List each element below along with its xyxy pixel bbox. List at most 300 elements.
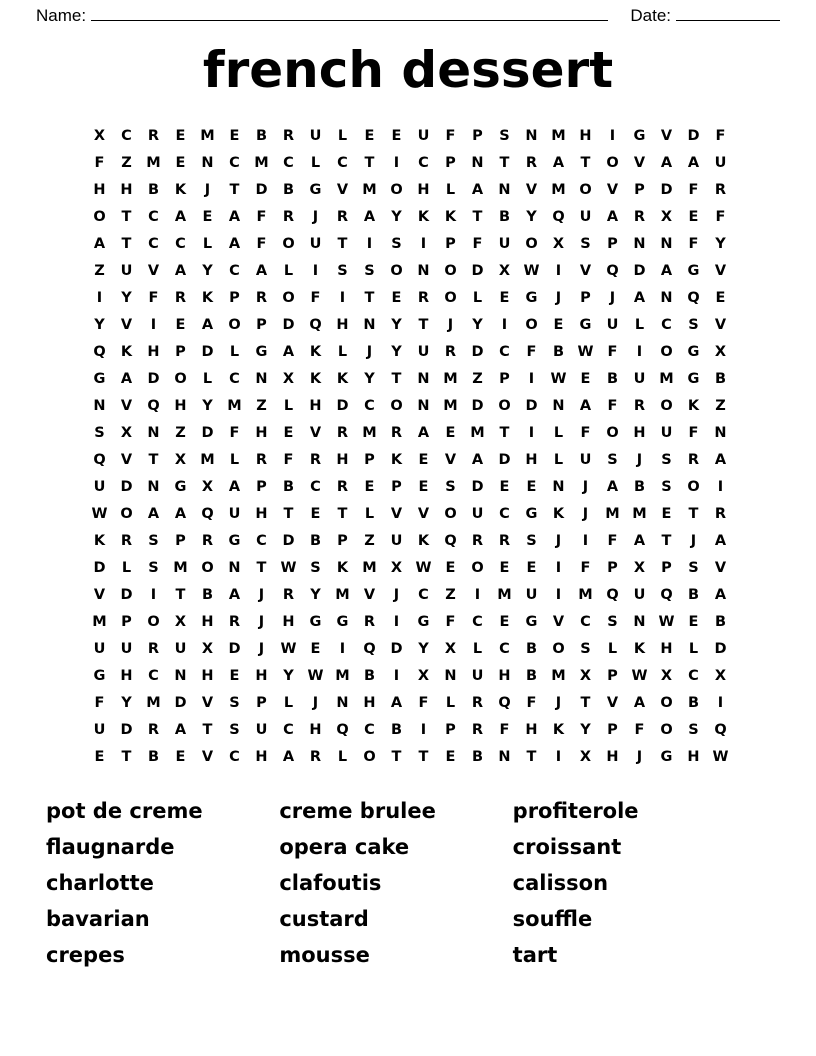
grid-cell[interactable]: H [174, 397, 187, 414]
grid-cell[interactable]: O [201, 559, 214, 576]
grid-cell[interactable]: W [658, 613, 675, 630]
grid-cell[interactable]: O [390, 181, 403, 198]
grid-cell[interactable]: A [255, 262, 268, 279]
grid-cell[interactable]: F [283, 451, 294, 468]
grid-cell[interactable]: X [201, 640, 214, 657]
grid-cell[interactable]: U [660, 424, 673, 441]
grid-cell[interactable]: E [310, 640, 321, 657]
grid-cell[interactable]: N [633, 235, 646, 252]
grid-cell[interactable]: I [420, 235, 427, 252]
grid-cell[interactable]: K [444, 208, 457, 225]
grid-cell[interactable]: B [687, 694, 700, 711]
grid-cell[interactable]: V [606, 181, 619, 198]
grid-cell[interactable]: M [335, 586, 350, 603]
grid-cell[interactable]: L [337, 343, 348, 360]
grid-cell[interactable]: E [499, 478, 510, 495]
grid-cell[interactable]: T [661, 532, 672, 549]
grid-cell[interactable]: V [633, 154, 646, 171]
word-list-item[interactable]: custard [279, 906, 369, 931]
grid-cell[interactable]: C [283, 721, 294, 738]
grid-cell[interactable]: F [445, 127, 456, 144]
grid-cell[interactable]: N [363, 316, 376, 333]
grid-cell[interactable]: T [526, 748, 537, 765]
grid-cell[interactable]: M [227, 397, 242, 414]
grid-cell[interactable]: H [309, 721, 322, 738]
grid-cell[interactable]: E [445, 748, 456, 765]
grid-cell[interactable]: O [390, 397, 403, 414]
grid-cell[interactable]: U [579, 451, 592, 468]
grid-cell[interactable]: Z [364, 532, 375, 549]
grid-cell[interactable]: R [417, 289, 430, 306]
grid-cell[interactable]: X [552, 235, 565, 252]
grid-cell[interactable]: I [636, 343, 643, 360]
grid-cell[interactable]: C [148, 208, 159, 225]
grid-cell[interactable]: G [228, 532, 241, 549]
grid-cell[interactable]: R [282, 586, 295, 603]
grid-cell[interactable]: J [447, 316, 454, 333]
grid-cell[interactable]: M [443, 370, 458, 387]
grid-cell[interactable]: E [310, 505, 321, 522]
grid-cell[interactable]: T [418, 748, 429, 765]
grid-cell[interactable]: N [336, 694, 349, 711]
grid-cell[interactable]: E [94, 748, 105, 765]
grid-cell[interactable]: O [660, 343, 673, 360]
grid-cell[interactable]: Y [472, 316, 483, 333]
word-list-item[interactable]: bavarian [46, 906, 150, 931]
grid-cell[interactable]: B [498, 208, 511, 225]
grid-cell[interactable]: A [579, 397, 592, 414]
grid-cell[interactable]: S [499, 127, 510, 144]
grid-cell[interactable]: I [339, 640, 346, 657]
grid-cell[interactable]: X [282, 370, 295, 387]
grid-cell[interactable]: X [633, 559, 646, 576]
grid-cell[interactable]: M [254, 154, 269, 171]
grid-cell[interactable]: L [472, 640, 483, 657]
grid-cell[interactable]: A [633, 289, 646, 306]
grid-cell[interactable]: G [633, 127, 646, 144]
grid-cell[interactable]: F [688, 181, 699, 198]
grid-cell[interactable]: D [282, 316, 295, 333]
grid-cell[interactable]: L [229, 451, 240, 468]
grid-cell[interactable]: R [471, 532, 484, 549]
grid-cell[interactable]: I [339, 289, 346, 306]
grid-cell[interactable]: X [417, 667, 430, 684]
grid-cell[interactable]: F [310, 289, 321, 306]
grid-cell[interactable]: B [255, 127, 268, 144]
grid-cell[interactable]: U [714, 154, 727, 171]
grid-cell[interactable]: R [471, 694, 484, 711]
grid-cell[interactable]: M [92, 613, 107, 630]
grid-cell[interactable]: B [525, 640, 538, 657]
grid-cell[interactable]: A [552, 154, 565, 171]
grid-cell[interactable]: C [229, 154, 240, 171]
grid-cell[interactable]: R [309, 451, 322, 468]
grid-cell[interactable]: M [470, 424, 485, 441]
grid-cell[interactable]: A [174, 721, 187, 738]
grid-cell[interactable]: U [174, 640, 187, 657]
grid-cell[interactable]: Q [498, 694, 511, 711]
grid-cell[interactable]: N [498, 748, 511, 765]
grid-cell[interactable]: K [552, 505, 565, 522]
grid-cell[interactable]: X [120, 424, 133, 441]
grid-cell[interactable]: L [553, 451, 564, 468]
grid-cell[interactable]: S [580, 640, 591, 657]
grid-cell[interactable]: G [579, 316, 592, 333]
grid-cell[interactable]: U [390, 532, 403, 549]
grid-cell[interactable]: C [661, 316, 672, 333]
grid-cell[interactable]: E [175, 127, 186, 144]
grid-cell[interactable]: O [660, 694, 673, 711]
grid-cell[interactable]: V [201, 748, 214, 765]
grid-cell[interactable]: P [472, 127, 483, 144]
grid-cell[interactable]: P [607, 721, 618, 738]
grid-cell[interactable]: B [687, 586, 700, 603]
grid-cell[interactable]: N [417, 370, 430, 387]
grid-cell[interactable]: P [499, 370, 510, 387]
grid-cell[interactable]: M [146, 154, 161, 171]
grid-cell[interactable]: Q [309, 316, 322, 333]
grid-cell[interactable]: G [174, 478, 187, 495]
grid-cell[interactable]: Y [310, 586, 321, 603]
grid-cell[interactable]: N [633, 613, 646, 630]
grid-cell[interactable]: H [201, 667, 214, 684]
grid-cell[interactable]: N [471, 154, 484, 171]
grid-cell[interactable]: B [390, 721, 403, 738]
grid-cell[interactable]: A [714, 451, 727, 468]
grid-cell[interactable]: I [555, 262, 562, 279]
grid-cell[interactable]: E [229, 667, 240, 684]
grid-cell[interactable]: O [93, 208, 106, 225]
grid-cell[interactable]: L [121, 559, 132, 576]
grid-cell[interactable]: P [256, 694, 267, 711]
grid-cell[interactable]: S [688, 559, 699, 576]
grid-cell[interactable]: S [607, 451, 618, 468]
grid-cell[interactable]: L [634, 316, 645, 333]
grid-cell[interactable]: O [363, 748, 376, 765]
grid-cell[interactable]: H [120, 181, 133, 198]
grid-cell[interactable]: N [147, 424, 160, 441]
grid-cell[interactable]: Q [147, 397, 160, 414]
grid-cell[interactable]: P [256, 316, 267, 333]
grid-cell[interactable]: F [94, 694, 105, 711]
grid-cell[interactable]: T [499, 154, 510, 171]
grid-cell[interactable]: D [336, 397, 349, 414]
grid-cell[interactable]: P [121, 613, 132, 630]
word-list-item[interactable]: clafoutis [279, 870, 382, 895]
grid-cell[interactable]: A [228, 586, 241, 603]
grid-cell[interactable]: Y [121, 694, 132, 711]
grid-cell[interactable]: V [120, 451, 133, 468]
grid-cell[interactable]: Z [175, 424, 186, 441]
grid-cell[interactable]: E [688, 208, 699, 225]
grid-cell[interactable]: G [525, 289, 538, 306]
grid-cell[interactable]: E [499, 289, 510, 306]
grid-cell[interactable]: V [525, 181, 538, 198]
grid-cell[interactable]: A [282, 748, 295, 765]
grid-cell[interactable]: O [552, 640, 565, 657]
grid-cell[interactable]: J [636, 748, 643, 765]
grid-cell[interactable]: K [417, 208, 430, 225]
grid-cell[interactable]: P [337, 532, 348, 549]
grid-cell[interactable]: X [174, 613, 187, 630]
grid-cell[interactable]: D [228, 640, 241, 657]
grid-cell[interactable]: E [553, 316, 564, 333]
grid-cell[interactable]: E [445, 424, 456, 441]
grid-cell[interactable]: H [255, 424, 268, 441]
grid-cell[interactable]: J [393, 586, 400, 603]
grid-cell[interactable]: A [228, 208, 241, 225]
grid-cell[interactable]: N [417, 262, 430, 279]
grid-cell[interactable]: D [282, 532, 295, 549]
grid-cell[interactable]: I [717, 694, 724, 711]
grid-cell[interactable]: G [336, 613, 349, 630]
grid-cell[interactable]: M [200, 127, 215, 144]
grid-cell[interactable]: X [660, 208, 673, 225]
grid-cell[interactable]: O [579, 181, 592, 198]
grid-cell[interactable]: E [580, 370, 591, 387]
grid-cell[interactable]: P [175, 343, 186, 360]
grid-cell[interactable]: V [147, 262, 160, 279]
grid-cell[interactable]: Y [121, 289, 132, 306]
grid-cell[interactable]: B [525, 667, 538, 684]
grid-cell[interactable]: P [175, 532, 186, 549]
grid-cell[interactable]: U [633, 586, 646, 603]
grid-cell[interactable]: C [229, 262, 240, 279]
grid-cell[interactable]: E [445, 559, 456, 576]
grid-cell[interactable]: I [555, 748, 562, 765]
word-list-item[interactable]: flaugnarde [46, 834, 175, 859]
grid-cell[interactable]: F [526, 694, 537, 711]
grid-cell[interactable]: I [555, 586, 562, 603]
grid-cell[interactable]: C [148, 667, 159, 684]
grid-cell[interactable]: S [148, 532, 159, 549]
grid-cell[interactable]: Q [444, 532, 457, 549]
grid-cell[interactable]: I [96, 289, 103, 306]
grid-cell[interactable]: N [201, 154, 214, 171]
grid-cell[interactable]: D [120, 721, 133, 738]
grid-cell[interactable]: B [282, 181, 295, 198]
grid-cell[interactable]: Y [391, 343, 402, 360]
grid-cell[interactable]: O [498, 397, 511, 414]
word-list-item[interactable]: crepes [46, 942, 125, 967]
grid-cell[interactable]: U [633, 370, 646, 387]
grid-cell[interactable]: N [93, 397, 106, 414]
grid-cell[interactable]: U [228, 505, 241, 522]
name-write-line[interactable] [91, 7, 608, 21]
grid-cell[interactable]: F [526, 343, 537, 360]
grid-cell[interactable]: U [255, 721, 268, 738]
grid-cell[interactable]: F [418, 694, 429, 711]
grid-cell[interactable]: E [688, 613, 699, 630]
grid-cell[interactable]: T [121, 748, 132, 765]
grid-cell[interactable]: Y [94, 316, 105, 333]
grid-cell[interactable]: Y [391, 316, 402, 333]
grid-cell[interactable]: P [607, 667, 618, 684]
grid-cell[interactable]: I [555, 559, 562, 576]
grid-cell[interactable]: F [715, 127, 726, 144]
grid-cell[interactable]: A [714, 532, 727, 549]
grid-cell[interactable]: V [552, 613, 565, 630]
grid-cell[interactable]: G [687, 262, 700, 279]
grid-cell[interactable]: C [472, 613, 483, 630]
grid-cell[interactable]: X [201, 478, 214, 495]
grid-cell[interactable]: M [200, 451, 215, 468]
grid-cell[interactable]: E [283, 424, 294, 441]
grid-cell[interactable]: H [255, 667, 268, 684]
grid-cell[interactable]: L [310, 154, 321, 171]
grid-cell[interactable]: Q [606, 586, 619, 603]
grid-cell[interactable]: P [229, 289, 240, 306]
grid-cell[interactable]: D [471, 478, 484, 495]
grid-cell[interactable]: V [309, 424, 322, 441]
grid-cell[interactable]: C [337, 154, 348, 171]
word-list-item[interactable]: croissant [512, 834, 622, 859]
grid-cell[interactable]: Z [715, 397, 726, 414]
grid-cell[interactable]: L [337, 748, 348, 765]
grid-cell[interactable]: K [309, 370, 322, 387]
grid-cell[interactable]: V [390, 505, 403, 522]
grid-cell[interactable]: N [255, 370, 268, 387]
grid-cell[interactable]: E [202, 208, 213, 225]
grid-cell[interactable]: F [94, 154, 105, 171]
grid-cell[interactable]: A [633, 532, 646, 549]
grid-cell[interactable]: T [337, 235, 348, 252]
grid-cell[interactable]: I [420, 721, 427, 738]
grid-cell[interactable]: R [336, 424, 349, 441]
grid-cell[interactable]: J [636, 451, 643, 468]
grid-cell[interactable]: M [362, 559, 377, 576]
grid-cell[interactable]: V [444, 451, 457, 468]
grid-cell[interactable]: C [499, 343, 510, 360]
grid-cell[interactable]: W [307, 667, 324, 684]
grid-cell[interactable]: R [633, 208, 646, 225]
grid-cell[interactable]: O [606, 154, 619, 171]
grid-cell[interactable]: E [715, 289, 726, 306]
grid-cell[interactable]: Y [283, 667, 294, 684]
grid-cell[interactable]: T [283, 505, 294, 522]
grid-cell[interactable]: X [498, 262, 511, 279]
grid-cell[interactable]: H [336, 451, 349, 468]
grid-cell[interactable]: K [120, 343, 133, 360]
grid-cell[interactable]: V [201, 694, 214, 711]
grid-cell[interactable]: L [202, 235, 213, 252]
grid-cell[interactable]: O [120, 505, 133, 522]
grid-cell[interactable]: C [256, 532, 267, 549]
grid-cell[interactable]: G [660, 748, 673, 765]
grid-cell[interactable]: N [660, 235, 673, 252]
grid-cell[interactable]: J [366, 343, 373, 360]
grid-cell[interactable]: E [526, 478, 537, 495]
grid-cell[interactable]: H [255, 748, 268, 765]
grid-cell[interactable]: W [415, 559, 432, 576]
grid-cell[interactable]: R [336, 478, 349, 495]
grid-cell[interactable]: N [660, 289, 673, 306]
grid-cell[interactable]: V [714, 262, 727, 279]
grid-cell[interactable]: S [607, 613, 618, 630]
grid-cell[interactable]: C [310, 478, 321, 495]
grid-cell[interactable]: P [445, 721, 456, 738]
grid-cell[interactable]: O [606, 424, 619, 441]
grid-cell[interactable]: Q [660, 586, 673, 603]
grid-cell[interactable]: Z [445, 586, 456, 603]
grid-cell[interactable]: G [93, 370, 106, 387]
grid-cell[interactable]: E [391, 289, 402, 306]
word-list-item[interactable]: charlotte [46, 870, 154, 895]
grid-cell[interactable]: A [120, 370, 133, 387]
grid-cell[interactable]: I [393, 667, 400, 684]
grid-cell[interactable]: M [551, 181, 566, 198]
grid-cell[interactable]: A [471, 181, 484, 198]
grid-cell[interactable]: M [362, 181, 377, 198]
grid-cell[interactable]: V [714, 559, 727, 576]
grid-cell[interactable]: T [391, 370, 402, 387]
grid-cell[interactable]: D [201, 343, 214, 360]
grid-cell[interactable]: U [579, 208, 592, 225]
grid-cell[interactable]: B [606, 370, 619, 387]
grid-cell[interactable]: T [364, 289, 375, 306]
grid-cell[interactable]: I [474, 586, 481, 603]
grid-cell[interactable]: J [555, 289, 562, 306]
grid-cell[interactable]: R [147, 127, 160, 144]
grid-cell[interactable]: P [445, 154, 456, 171]
grid-cell[interactable]: O [444, 262, 457, 279]
grid-cell[interactable]: R [228, 613, 241, 630]
grid-cell[interactable]: K [174, 181, 187, 198]
grid-cell[interactable]: A [660, 154, 673, 171]
grid-cell[interactable]: K [687, 397, 700, 414]
grid-cell[interactable]: I [150, 316, 157, 333]
grid-cell[interactable]: F [688, 424, 699, 441]
grid-cell[interactable]: S [94, 424, 105, 441]
grid-cell[interactable]: J [555, 694, 562, 711]
grid-cell[interactable]: J [582, 505, 589, 522]
grid-cell[interactable]: M [659, 370, 674, 387]
word-list-item[interactable]: calisson [512, 870, 609, 895]
grid-cell[interactable]: H [282, 613, 295, 630]
grid-cell[interactable]: F [688, 235, 699, 252]
grid-cell[interactable]: U [417, 343, 430, 360]
grid-cell[interactable]: N [174, 667, 187, 684]
grid-cell[interactable]: M [443, 397, 458, 414]
grid-cell[interactable]: R [336, 208, 349, 225]
grid-cell[interactable]: G [93, 667, 106, 684]
grid-cell[interactable]: M [605, 505, 620, 522]
grid-cell[interactable]: S [310, 559, 321, 576]
grid-cell[interactable]: W [712, 748, 729, 765]
grid-cell[interactable]: X [444, 640, 457, 657]
grid-cell[interactable]: L [202, 370, 213, 387]
grid-cell[interactable]: O [525, 235, 538, 252]
grid-cell[interactable]: P [445, 235, 456, 252]
grid-cell[interactable]: C [283, 154, 294, 171]
grid-cell[interactable]: U [93, 640, 106, 657]
grid-cell[interactable]: D [525, 397, 538, 414]
grid-cell[interactable]: X [714, 343, 727, 360]
grid-cell[interactable]: B [552, 343, 565, 360]
grid-cell[interactable]: X [93, 127, 106, 144]
grid-cell[interactable]: H [417, 181, 430, 198]
grid-cell[interactable]: F [580, 559, 591, 576]
grid-cell[interactable]: S [445, 478, 456, 495]
grid-cell[interactable]: R [633, 397, 646, 414]
grid-cell[interactable]: V [120, 397, 133, 414]
grid-cell[interactable]: R [525, 154, 538, 171]
grid-cell[interactable]: Z [94, 262, 105, 279]
grid-cell[interactable]: S [661, 451, 672, 468]
grid-cell[interactable]: L [283, 262, 294, 279]
grid-cell[interactable]: I [312, 262, 319, 279]
grid-cell[interactable]: R [255, 289, 268, 306]
